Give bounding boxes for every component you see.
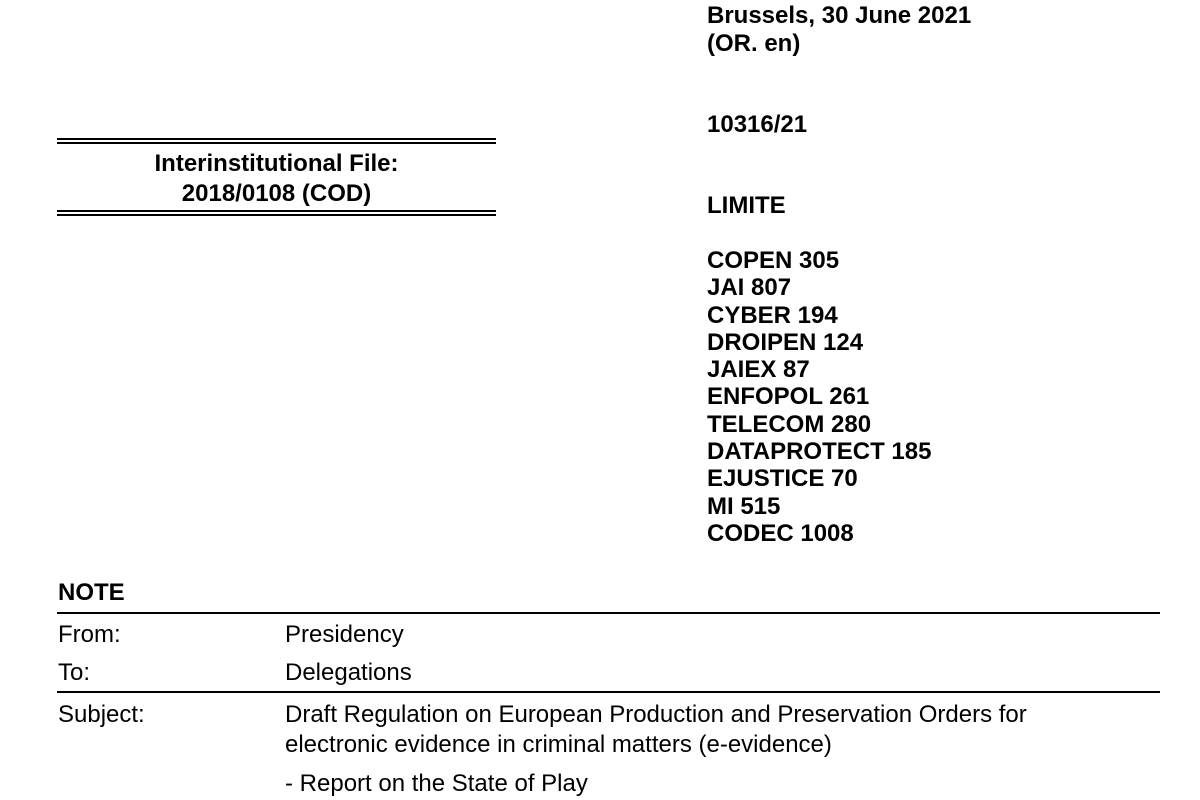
document-code: COPEN 305 — [707, 247, 840, 274]
note-divider-top — [57, 612, 1160, 614]
interinstitutional-file-box — [57, 138, 496, 218]
classification-label: LIMITE — [707, 192, 786, 219]
document-code: JAIEX 87 — [707, 356, 810, 384]
place-date-block — [707, 2, 971, 58]
document-code: CODEC 1008 — [707, 519, 854, 547]
document-code: DROIPEN 124 — [707, 328, 864, 356]
note-title: NOTE — [58, 579, 125, 606]
document-code: TELECOM 280 — [707, 410, 872, 438]
document-codes-list — [707, 247, 931, 547]
original-language: (OR. en) — [707, 30, 801, 57]
subject-line-1: Draft Regulation on European Production and Preservation Orders for — [285, 701, 1027, 728]
to-label: To: — [58, 659, 91, 686]
subject-value — [285, 700, 1145, 760]
document-code: JAI 807 — [707, 274, 792, 302]
note-divider-middle — [57, 691, 1160, 693]
subject-label: Subject: — [58, 701, 145, 728]
from-label: From: — [58, 621, 121, 648]
document-code: EJUSTICE 70 — [707, 465, 858, 493]
document-code: CYBER 194 — [707, 301, 838, 329]
interinstitutional-file-label: Interinstitutional File: — [154, 150, 399, 177]
interinstitutional-file-number: 2018/0108 (COD) — [181, 180, 372, 207]
to-value: Delegations — [285, 659, 412, 686]
place-date: Brussels, 30 June 2021 — [707, 2, 972, 29]
document-code: ENFOPOL 261 — [707, 383, 870, 411]
subject-subtitle: - Report on the State of Play — [285, 770, 588, 797]
from-value: Presidency — [285, 621, 404, 648]
document-number: 10316/21 — [707, 111, 808, 138]
subject-line-2: electronic evidence in criminal matters (e-evidence) — [285, 731, 832, 758]
document-code: MI 515 — [707, 492, 781, 520]
document-code: DATAPROTECT 185 — [707, 438, 932, 466]
double-rule-bottom — [57, 210, 496, 216]
double-rule-top — [57, 138, 496, 144]
